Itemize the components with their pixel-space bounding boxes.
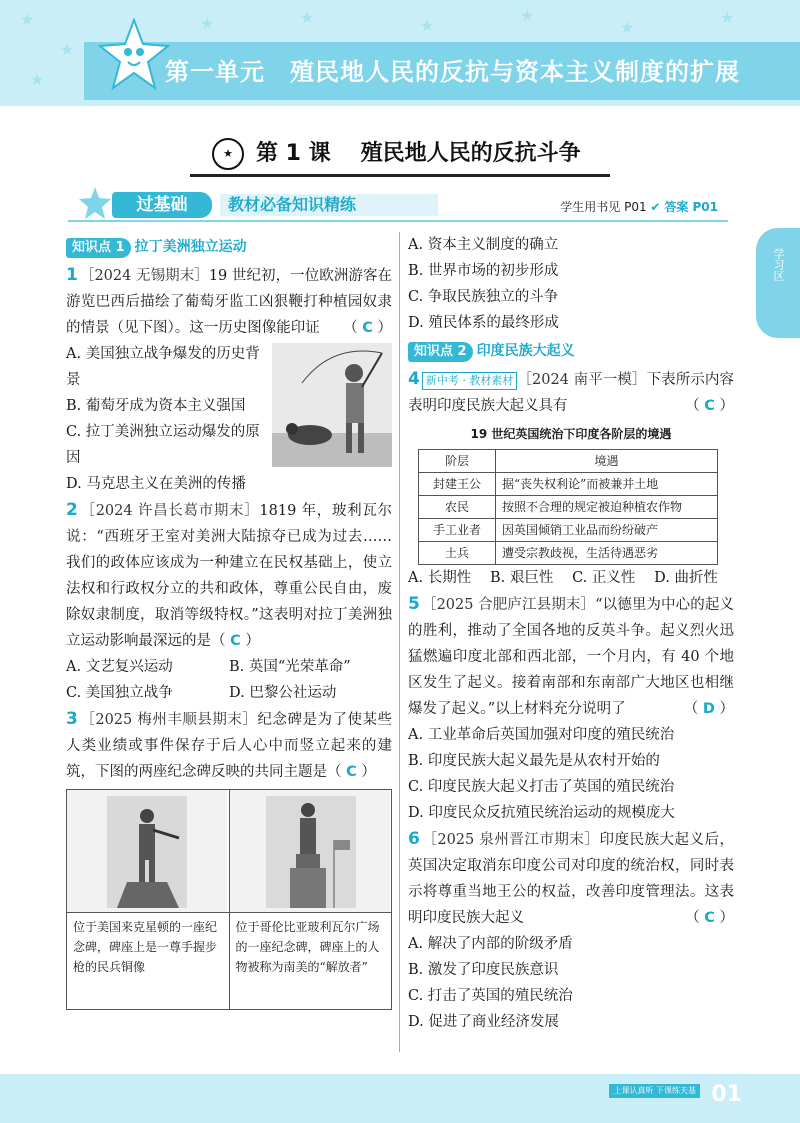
monument-figure (66, 789, 392, 1010)
monument-cell-1 (67, 790, 230, 1009)
lesson-badge-icon: ★ (212, 138, 244, 170)
left-column (66, 232, 392, 1010)
option-d: D. 马克思主义在美洲的传播 (66, 476, 246, 492)
q3-option-a: A. 资本主义制度的确立 (408, 237, 559, 253)
option-b: B. 激发了印度民族意识 (408, 962, 559, 978)
option-c: C. 拉丁美洲独立运动爆发的原因 (66, 424, 260, 466)
question-number: 3 (66, 709, 78, 729)
section-guide (560, 198, 718, 215)
unit-header: ★ ★ ★ ★ ★ ★ ★ ★ ★ 第一单元 殖民地人民的反抗与资本主义制度的扩展 (0, 0, 800, 106)
option-c: C. 打击了英国的殖民统治 (408, 988, 573, 1004)
mini-star-icon (78, 186, 112, 220)
table-cell: 土兵 (419, 542, 496, 565)
knowledge-point-2 (408, 338, 575, 364)
question-3: 3 ［2025 梅州丰顺县期末］纪念碑是为了使某些人类业绩或事件保存于后人心中而竖立起来的建筑，下图的两座纪念碑反映的共同主题是（ C ） 位于美国来克星顿的一座纪念碑，碑座上是一尊手握步枪的民兵铜像 位于哥伦比亚玻利瓦尔广场的一座纪念碑，碑座上的人物被称为南美的“解放者” (66, 706, 392, 1010)
table-row (419, 519, 718, 542)
option-a: A. 解决了内部的阶级矛盾 (408, 936, 573, 952)
option-b: B. 艰巨性 (489, 570, 554, 586)
answer-mark: C (346, 764, 357, 780)
question-stem: “以德里为中心的起义的胜利，推动了全国各地的反英斗争。起义烈火迅猛燃遍印度北部和西北部，一个月内，有 40 个地区发生了起义。接着南部和东南部广大地区也相继爆发了起义。”以上材料充分说明了 (408, 597, 734, 717)
footer-slogan: 上课认真听 下课练夫基 (609, 1084, 700, 1098)
question-number: 4 (408, 369, 420, 389)
table-header: 阶层 (419, 450, 496, 473)
table-cell: 按照不合理的规定被迫种植农作物 (496, 496, 718, 519)
q3-option-b: B. 世界市场的初步形成 (408, 263, 559, 279)
question-4: 4 新中考 · 教材素材 ［2024 南平一模］下表所示内容表明印度民族大起义具有 （ C ） 19 世纪英国统治下印度各阶层的境遇 阶层 境遇 封建王公 据“丧失权利论”而被兼并土地 农民 按照不合理的规定被迫种植农作物 手工业者 因英国倾销工业品而纷纷破产 土兵 遭受宗教歧视，生活待遇恶劣 A. 长期性 B. 艰巨性 C. 正义性 D. 曲折性 (408, 366, 734, 591)
option-c: C. 印度民族大起义打击了英国的殖民统治 (408, 779, 675, 795)
guide-ref: 学生用书见 P01 (560, 200, 647, 214)
question-source: ［2024 无锡期末］ (79, 268, 209, 284)
section-underline (68, 220, 728, 222)
option-c: C. 美国独立战争 (66, 685, 173, 701)
monument-cell-2 (230, 790, 392, 1009)
option-a: A. 美国独立战争爆发的历史背景 (66, 346, 260, 388)
answer-mark: D (702, 701, 715, 717)
minuteman-statue-image (67, 790, 227, 912)
question-number: 2 (66, 500, 78, 520)
table-cell: 遭受宗教歧视，生活待遇恶劣 (496, 542, 718, 565)
question-number: 6 (408, 829, 420, 849)
plantation-illustration (272, 343, 392, 467)
monument-caption-1: 位于美国来克星顿的一座纪念碑，碑座上是一尊手握步枪的民兵铜像 (73, 920, 218, 974)
q3-option-d: D. 殖民体系的最终形成 (408, 315, 559, 331)
question-stem: 印度民族大起义后，英国决定取消东印度公司对印度的统治权，同时表示将尊重当地王公的权益，改善印度管理法。这表明印度民族大起义 (408, 832, 734, 926)
question-2: 2 ［2024 许昌长葛市期末］1819 年，玻利瓦尔说：“西班牙王室对美洲大陆掠夺已成为过去……我们的政体应该成为一种建立在民权基础上，使立法权和行政权分立的共和政体，尊重公民自由，废除奴隶制度，取消等级特权。”这表明对拉丁美洲独立运动影响最深远的是（ C ） A. 文艺复兴运动 B. 英国“光荣革命” C. 美国独立战争 D. 巴黎公社运动 (66, 497, 392, 706)
table-row (419, 496, 718, 519)
strata-table (418, 449, 718, 565)
right-column (408, 232, 734, 1035)
question-1: 1 ［2024 无锡期末］19 世纪初，一位欧洲游客在游览巴西后描绘了葡萄牙监工凶狠鞭打种植园奴隶的情景（见下图）。这一历史图像能印证 （ C ） A. 美国独立战争爆发的历史背景 B. 葡萄牙成为资本主义强国 C. 拉丁美洲独立运动爆发的原因 D. 马克思主义在美洲的传播 (66, 262, 392, 497)
option-d: D. 促进了商业经济发展 (408, 1014, 559, 1030)
question-number: 1 (66, 265, 78, 285)
kp-tag: 知识点 1 (66, 238, 131, 258)
answer-mark: C (230, 633, 241, 649)
check-icon: ✔ (650, 200, 661, 214)
question-stem: 纪念碑是为了使某些人类业绩或事件保存于后人心中而竖立起来的建筑，下图的两座纪念碑反映的共同主题是 (66, 712, 392, 780)
question-stem: 19 世纪初，一位欧洲游客在游览巴西后描绘了葡萄牙监工凶狠鞭打种植园奴隶的情景（见下图）。这一历史图像能印证 (66, 268, 392, 336)
kp-name: 印度民族大起义 (476, 343, 575, 359)
answer-ref: 答案 P01 (664, 200, 718, 214)
side-tab (756, 228, 800, 338)
table-cell: 封建王公 (419, 473, 496, 496)
question-stem: 1819 年，玻利瓦尔说：“西班牙王室对美洲大陆掠夺已成为过去……我们的政体应该成为一种建立在民权基础上，使立法权和行政权分立的共和政体，尊重公民自由，废除奴隶制度，取消等级特权。”这表明对拉丁美洲独立运动影响最深远的是 (66, 503, 393, 649)
option-a: A. 长期性 (408, 570, 472, 586)
table-cell: 手工业者 (419, 519, 496, 542)
page-footer (0, 1074, 800, 1123)
side-tab-label: 学习区 (772, 248, 785, 281)
answer-mark: C (704, 910, 715, 926)
option-c: C. 正义性 (572, 570, 636, 586)
kp-name: 拉丁美洲独立运动 (134, 239, 247, 255)
lesson-name: 殖民地人民的反抗斗争 (360, 141, 581, 166)
question-6: 6 ［2025 泉州晋江市期末］印度民族大起义后，英国决定取消东印度公司对印度的统治权，同时表示将尊重当地王公的权益，改善印度管理法。这表明印度民族大起义 （ C ） A. 解决了内部的阶级矛盾 B. 激发了印度民族意识 C. 打击了英国的殖民统治 D. 促进了商业经济发展 (408, 826, 734, 1035)
option-d: D. 巴黎公社运动 (229, 685, 337, 701)
new-exam-tag: 新中考 · 教材素材 (422, 372, 518, 390)
option-d: D. 曲折性 (654, 570, 718, 586)
option-b: B. 印度民族大起义最先是从农村开始的 (408, 753, 660, 769)
section-subtitle: 教材必备知识精练 (220, 194, 438, 216)
q3-option-c: C. 争取民族独立的斗争 (408, 289, 559, 305)
question-source: ［2025 合肥庐江县期末］ (421, 597, 596, 613)
option-a: A. 文艺复兴运动 (66, 659, 173, 675)
table-title: 19 世纪英国统治下印度各阶层的境遇 (470, 427, 672, 441)
question-source: ［2025 梅州丰顺县期末］ (79, 712, 258, 728)
table-row (419, 473, 718, 496)
question-source: ［2025 泉州晋江市期末］ (421, 832, 600, 848)
unit-title: 第一单元 殖民地人民的反抗与资本主义制度的扩展 (165, 58, 740, 86)
table-cell: 因英国倾销工业品而纷纷破产 (496, 519, 718, 542)
column-divider (399, 232, 400, 1052)
knowledge-point-1 (66, 234, 247, 260)
bolivar-statue-image (230, 790, 390, 912)
lesson-number: 第 1 课 (256, 141, 331, 166)
kp-tag: 知识点 2 (408, 342, 473, 362)
option-b: B. 葡萄牙成为资本主义强国 (66, 398, 246, 414)
table-cell: 据“丧失权利论”而被兼并土地 (496, 473, 718, 496)
option-a: A. 工业革命后英国加强对印度的殖民统治 (408, 727, 675, 743)
option-d: D. 印度民众反抗殖民统治运动的规模庞大 (408, 805, 675, 821)
table-header: 境遇 (496, 450, 718, 473)
star-mascot-icon (98, 18, 170, 96)
table-cell: 农民 (419, 496, 496, 519)
table-header-row (419, 450, 718, 473)
page-number: 01 (711, 1082, 742, 1107)
monument-caption-2: 位于哥伦比亚玻利瓦尔广场的一座纪念碑，碑座上的人物被称为南美的“解放者” (235, 920, 380, 974)
question-number: 5 (408, 594, 420, 614)
answer-mark: C (362, 320, 373, 336)
section-header (68, 186, 728, 222)
answer-mark: C (704, 398, 715, 414)
table-row (419, 542, 718, 565)
section-badge: 过基础 (112, 192, 212, 218)
question-stem: 下表所示内容表明印度民族大起义具有 (408, 372, 735, 414)
lesson-title (212, 136, 581, 170)
question-source: ［2024 南平一模］ (517, 372, 647, 388)
option-b: B. 英国“光荣革命” (229, 659, 351, 675)
question-5: 5 ［2025 合肥庐江县期末］“以德里为中心的起义的胜利，推动了全国各地的反英斗争。起义烈火迅猛燃遍印度北部和西北部，一个月内，有 40 个地区发生了起义。接着南部和东南部广大地区也相继爆发了起义。”以上材料充分说明了 （ D ） A. 工业革命后英国加强对印度的殖民统治 B. 印度民族大起义最先是从农村开始的 C. 印度民族大起义打击了英国的殖民统治 D. 印度民众反抗殖民统治运动的规模庞大 (408, 591, 734, 826)
lesson-underline (190, 174, 610, 177)
question-source: ［2024 许昌长葛市期末］ (79, 503, 260, 519)
